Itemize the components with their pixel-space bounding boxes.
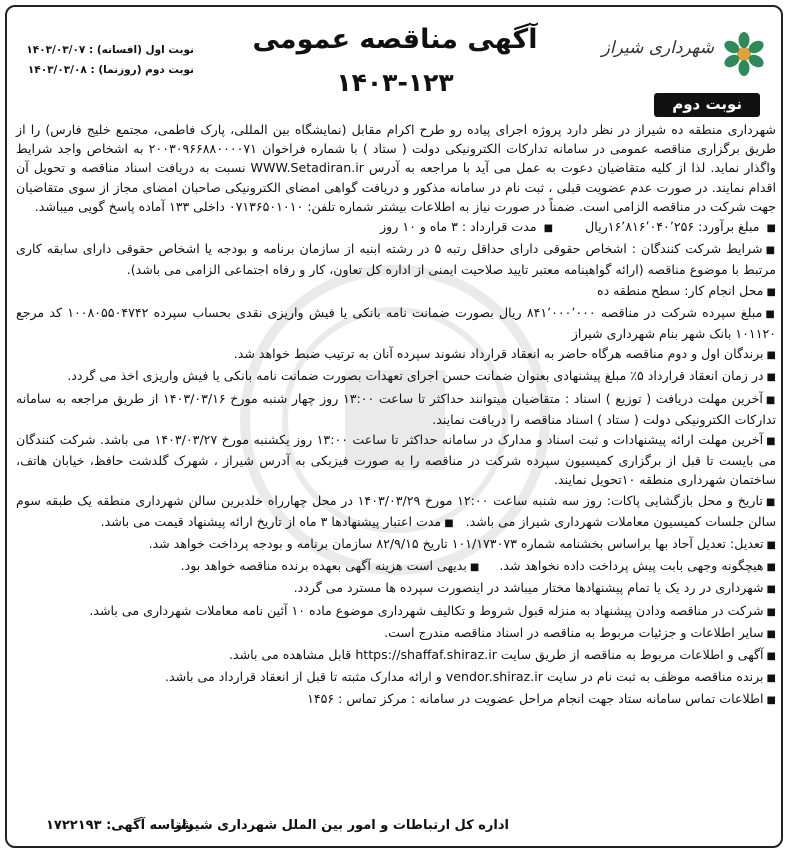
list-item: ■مبلغ سپرده شرکت در مناقصه ۸۴۱٬۰۰۰٬۰۰۰ ریال بصورت ضمانت نامه بانکی یا فیش واریزی نقدی بحساب سپرده ۱۰۰۸۰۵۵۰۴۷۴۲ کد مرجع ۱۰۱۱۲۰ بانک شهر بنام شهرداری شیراز — [16, 304, 776, 342]
shiraz-municipality-logo-icon — [722, 32, 766, 76]
list-item: ■آخرین مهلت دریافت ( توزیع ) اسناد : متقاضیان میتوانند حداکثر تا ساعت ۱۳:۰۰ روز چهار شنبه مورخ ۱۴۰۳/۰۳/۱۶ از طریق مراجعه به سامانه تدارکات الکترونیکی دولت ( ستاد ) اسناد مناقصه را دریافت نمایند. — [16, 390, 777, 427]
bullet-icon: ■ — [765, 245, 776, 257]
bullet-icon: ■ — [766, 372, 776, 384]
list-item: ■شرکت در مناقصه ودادن پیشنهاد به منزله قبول شروط و تکالیف شهرداری موضوع ماده ۱۰ آئین نامه معاملات شهرداری می باشد. — [89, 602, 776, 618]
list-item: ■اطلاعات تماس سامانه ستاد جهت انجام مراحل عضویت در سامانه : مرکز تماس : ۱۴۵۶ — [307, 691, 776, 707]
bullet-icon: ■ — [766, 562, 776, 574]
bullet-icon: ■ — [766, 436, 776, 448]
estimate-text: مبلغ برآورد: ۱۶٬۸۱۶٬۰۴۰٬۲۵۶ریال — [585, 219, 760, 235]
list-item: ■برنده مناقصه موظف به ثبت نام در سایت vendor.shiraz.ir و ارائه مدارک مثبته تا قبل از انعقاد قرارداد می باشد. — [165, 669, 776, 685]
notice-header — [10, 12, 780, 97]
intro-paragraph: شهرداری منطقه ده شیراز در نظر دارد پروژه اجرای پیاده رو طرح اکرام مقابل (نمایشگاه بین المللی، پارک فاطمی، مجتمع خلیج فارس) را از طریق برگزاری مناقصه عمومی در سامانه تدارکات الکترونیکی دولت ( ستاد ) با شماره فراخوان ۲۰۰۳۰۹۶۶۸۸۰۰۰۰۷۱ به اشخاص واجد شرایط واگذار نماید. لذا از کلیه متقاضیان دعوت به عمل می آید با مراجعه به آدرس WWW.Setadiran.ir نسبت به دریافت اسناد مناقصه و تحویل آن اقدام نمایند. در صورت عدم عضویت قبلی ، ثبت نام در سامانه مذکور و دریافت گواهی امضای الکترونیکی صاحبان امضای مجاز از سوی متقاضیان جهت شرکت در مناقصه الزامی است. ضمناً در صورت نیاز به اطلاعات بیشتر شماره تلفن: ۰۷۱۳۶۵۰۱۰۱۰ داخلی ۱۳۳ آماده پاسخ گویی میباشد. — [16, 122, 776, 214]
duration-text: مدت قرارداد : ۳ ماه و ۱۰ روز — [380, 219, 537, 235]
turn-first: نوبت اول (افسانه) : ۱۴۰۳/۰۳/۰۷ — [26, 44, 194, 56]
bullet-icon: ■ — [765, 308, 776, 320]
second-turn-badge: نوبت دوم — [654, 93, 760, 117]
list-item: ■آخرین مهلت ارائه پیشنهادات و ثبت اسناد و مدارک در سامانه حداکثر تا ساعت ۱۳:۰۰ روز یکشنبه مورخ ۱۴۰۳/۰۳/۲۷ می باشد. شرکت کنندگان می بایست تا قبل از برگزاری کمیسیون سپرده شرکت در مناقصه را به صورت فیزیکی به آدرس شیراز ، شهرک گلدشت حافظ، خیابان هاتف، ساختمان شهرداری منطقه ۱۰تحویل نمایند. — [16, 432, 776, 488]
list-item: ■در زمان انعقاد قرارداد ۵٪ مبلغ پیشنهادی بعنوان ضمانت حسن اجرای تعهدات بصورت ضمانت نامه بانکی یا فیش واریزی اخذ می گردد. — [67, 368, 776, 384]
bullet-icon: ■ — [469, 562, 480, 574]
list-item: ■برندگان اول و دوم مناقصه هرگاه حاضر به انعقاد قرارداد نشوند سپرده آنان به ترتیب ضبط خواهد شد. — [233, 346, 776, 362]
bullet-icon: ■ — [766, 584, 776, 596]
list-item: ■شرایط شرکت کنندگان : اشخاص حقوقی دارای حداقل رتبه ۵ در رشته ابنیه از سازمان برنامه و بودجه یا اشخاص حقوقی دارای سابقه کاری مرتبط با موضوع مناقصه (ارائه گواهینامه معتبر تایید صلاحیت ایمنی از اداره کل تعاون، کار و رفاه اجتماعی الزامی می باشد). — [16, 241, 776, 278]
list-item: ■تعدیل: تعدیل آحاد بها براساس بخشنامه شماره ۱۰۱/۱۷۳۰۷۳ تاریخ ۸۲/۹/۱۵ سازمان برنامه و بودجه پرداخت خواهد شد. — [148, 536, 776, 552]
list-item: ■تاریخ و محل بازگشایی پاکات: روز سه شنبه ساعت ۱۲:۰۰ مورخ ۱۴۰۳/۰۳/۲۹ در محل چهارراه خلدبرین سالن شهرداری منطقه یک طبقه سوم سالن جلسات کمیسیون معاملات شهرداری شیراز می باشد. ■مدت اعتبار پیشنهادها ۳ ماه از تاریخ ارائه پیشنهاد قیمت می باشد. — [16, 492, 776, 529]
turn-second: نوبت دوم (روزنما) : ۱۴۰۳/۰۳/۰۸ — [27, 64, 194, 76]
ad-id: شناسه آگهی: ۱۷۲۲۱۹۳ — [46, 818, 194, 833]
footer-office: اداره کل ارتباطات و امور بین الملل شهرداری شیراز — [174, 818, 509, 833]
list-item: ■شهرداری در رد یک یا تمام پیشنهادها مختار میباشد در اینصورت سپرده ها مسترد می گردد. — [293, 580, 776, 596]
bullet-icon: ■ — [766, 540, 776, 552]
tender-number: ۱۴۰۳-۱۲۳ — [336, 68, 454, 97]
bullet-icon: ■ — [444, 517, 454, 529]
bullet-icon: ■ — [766, 628, 776, 640]
estimate-line — [16, 217, 776, 238]
notice-body — [16, 120, 776, 712]
bullet-icon: ■ — [766, 350, 776, 362]
list-item: ■آگهی و اطلاعات مربوط به مناقصه از طریق سایت https://shaffaf.shiraz.ir قابل مشاهده می باشد. — [228, 647, 776, 663]
bullet-icon: ■ — [766, 673, 776, 685]
list-item: ■هیچگونه وجهی بابت پیش پرداخت داده نخواهد شد. ■بدیهی است هزینه آگهی بعهده برنده مناقصه خواهد بود. — [180, 558, 776, 574]
bullet-icon: ■ — [765, 394, 777, 406]
bullet-icon: ■ — [765, 496, 776, 508]
validity-text: مدت اعتبار پیشنهادها ۳ ماه از تاریخ ارائه پیشنهاد قیمت می باشد. — [100, 513, 442, 529]
bullet-icon: ■ — [766, 651, 776, 663]
bullet-icon: ■ — [766, 286, 776, 298]
bullet-icon: ■ — [543, 223, 554, 235]
list-item: ■سایر اطلاعات و جزئیات مربوط به مناقصه در اسناد مناقصه مندرج است. — [384, 624, 776, 640]
logo-text: شهرداری شیراز — [601, 38, 714, 58]
bullet-icon: ■ — [766, 606, 776, 618]
ad-cost-text: بدیهی است هزینه آگهی بعهده برنده مناقصه خواهد بود. — [180, 558, 467, 574]
list-item: ■محل انجام کار: سطح منطقه ده — [596, 282, 776, 298]
bullet-icon: ■ — [766, 223, 776, 235]
page-title: آگهی مناقصه عمومی — [252, 24, 538, 55]
bullet-icon: ■ — [766, 695, 776, 707]
